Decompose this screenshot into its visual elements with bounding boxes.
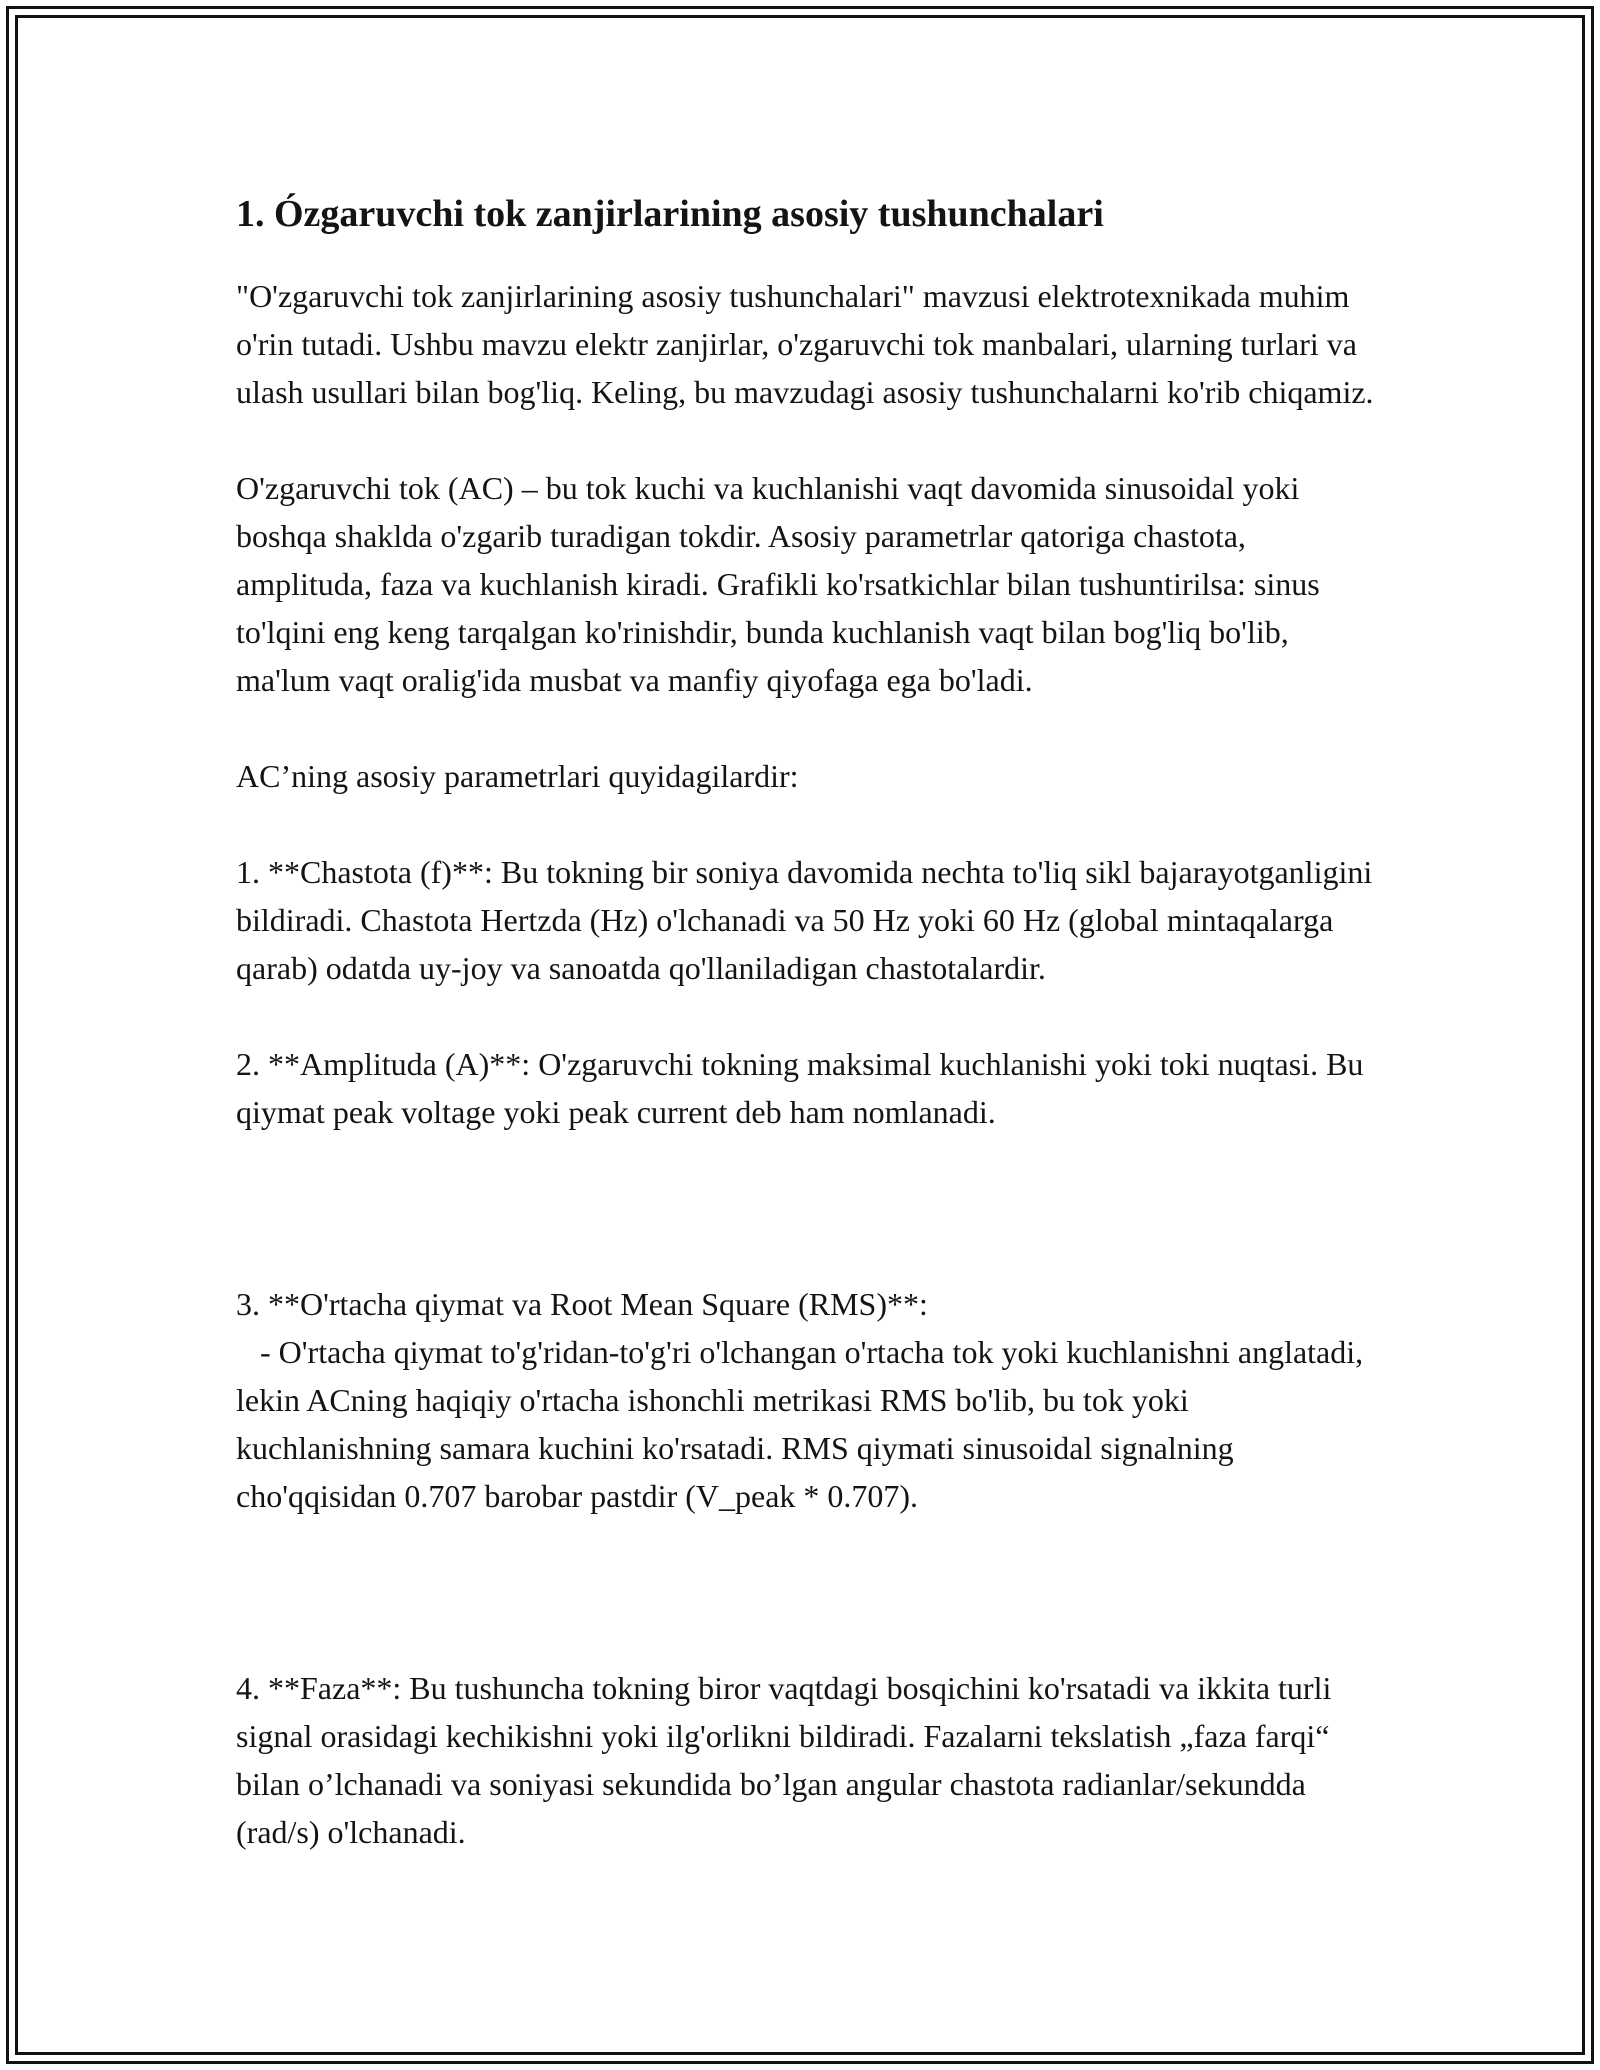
intro-paragraph: "O'zgaruvchi tok zanjirlarining asosiy tushunchalari" mavzusi elektrotexnikada muhim o'rin tutadi. Ushbu mavzu elektr zanjirlar, o'zgaruvchi tok manbalari, ularning turlari va ulash usullari bilan bog'liq. Keling, bu mavzudagi asosiy tushunchalarni ko'rib chiqamiz. xyxy=(236,278,1374,410)
list-item-frequency: 1. **Chastota (f)**: Bu tokning bir soniya davomida nechta to'liq sikl bajarayotganligini bildiradi. Chastota Hertzda (Hz) o'lchanadi va 50 Hz yoki 60 Hz (global mintaqalarga qarab) odatda uy-joy va sanoatda qo'llaniladigan chastotalardir. xyxy=(236,854,1381,986)
list-item-rms-body: - O'rtacha qiymat to'g'ridan-to'g'ri o'lchangan o'rtacha tok yoki kuchlanishni anglatadi, lekin ACning haqiqiy o'rtacha ishonchli metrikasi RMS bo'lib, bu tok yoki kuchlanishning samara kuchini ko'rsatadi. RMS qiymati sinusoidal signalning cho'qqisidan 0.707 barobar pastdir (V_peak * 0.707). xyxy=(236,1334,1372,1514)
list-item-rms-heading: 3. **O'rtacha qiymat va Root Mean Square (RMS)**: xyxy=(236,1286,928,1322)
parameters-intro: AC’ning asosiy parametrlari quyidagilardir: xyxy=(236,758,799,794)
list-item-amplitude: 2. **Amplituda (A)**: O'zgaruvchi tokning maksimal kuchlanishi yoki toki nuqtasi. Bu qiymat peak voltage yoki peak current deb ham nomlanadi. xyxy=(236,1046,1372,1130)
definition-paragraph: O'zgaruvchi tok (AC) – bu tok kuchi va kuchlanishi vaqt davomida sinusoidal yoki boshqa shaklda o'zgarib turadigan tokdir. Asosiy parametrlar qatoriga chastota, amplituda, faza va kuchlanish kiradi. Grafikli ko'rsatkichlar bilan tushuntirilsa: sinus to'lqini eng keng tarqalgan ko'rinishdir, bunda kuchlanish vaqt bilan bog'liq bo'lib, ma'lum vaqt oralig'ida musbat va manfiy qiyofaga ega bo'ladi. xyxy=(236,470,1328,698)
list-item-phase: 4. **Faza**: Bu tushuncha tokning biror vaqtdagi bosqichini ko'rsatadi va ikkita turli signal orasidagi kechikishni yoki ilg'orlikni bildiradi. Fazalarni tekslatish „faza farqi“ bilan o’lchanadi va soniyasi sekundida bo’lgan angular chastota radianlar/sekundda (rad/s) o'lchanadi. xyxy=(236,1670,1340,1850)
document-title: 1. Ózgaruvchi tok zanjirlarining asosiy tushunchalari xyxy=(236,193,1104,235)
document-body xyxy=(236,186,1386,1856)
list-item-rms xyxy=(236,1184,1386,1616)
